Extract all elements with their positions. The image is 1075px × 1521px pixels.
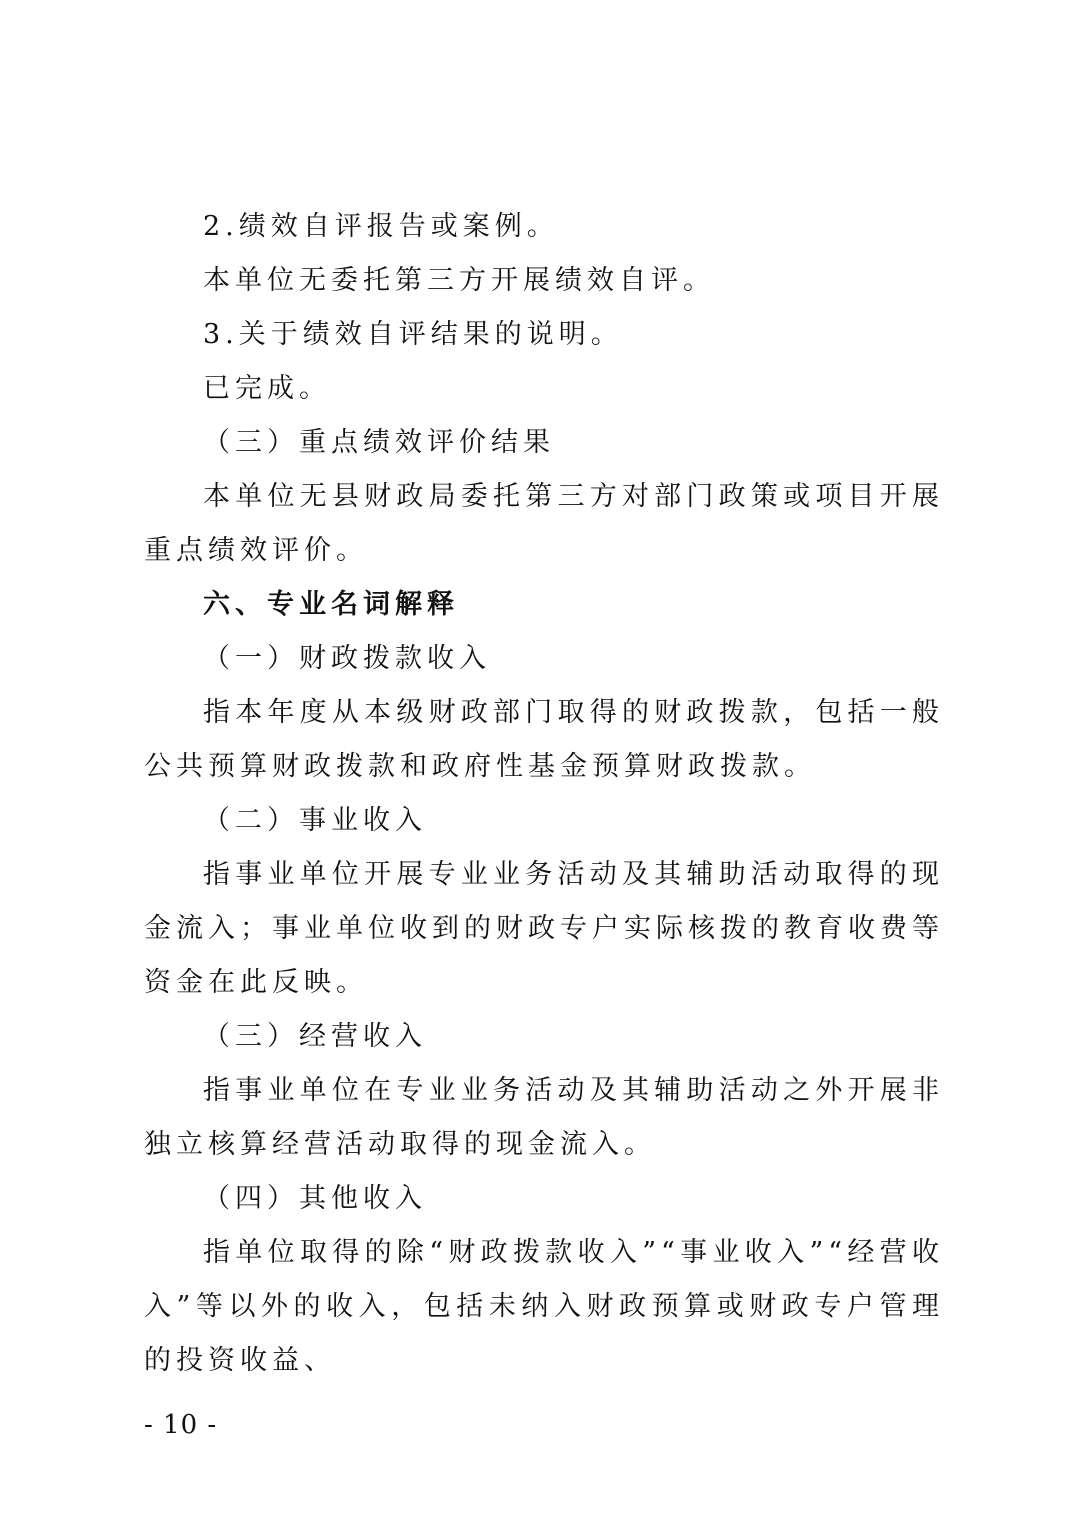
key-eval-text: 本单位无县财政局委托第三方对部门政策或项目开展重点绩效评价。 — [144, 481, 944, 566]
term-heading-operating-income: （三）经营收入 — [203, 1021, 427, 1052]
term-heading-business-income: （二）事业收入 — [203, 805, 427, 836]
page-number: - 10 - — [144, 1410, 218, 1440]
term-heading-other-income: （四）其他收入 — [203, 1183, 427, 1214]
self-eval-report-text: 本单位无委托第三方开展绩效自评。 — [203, 265, 715, 296]
self-eval-report-item: 2.绩效自评报告或案例。 — [203, 211, 559, 242]
self-eval-result-text: 已完成。 — [203, 373, 331, 404]
key-eval-heading: （三）重点绩效评价结果 — [203, 427, 555, 458]
term-text-business-income: 指事业单位开展专业业务活动及其辅助活动取得的现金流入；事业单位收到的财政专户实际核拨的教育收费等资金在此反映。 — [144, 859, 944, 998]
term-heading-fiscal-income: （一）财政拨款收入 — [203, 643, 491, 674]
self-eval-result-item: 3.关于绩效自评结果的说明。 — [203, 319, 623, 350]
page-body — [144, 200, 944, 1388]
term-text-other-income: 指单位取得的除“财政拨款收入”“事业收入”“经营收入”等以外的收入，包括未纳入财政预算或财政专户管理的投资收益、 — [144, 1237, 944, 1376]
term-text-operating-income: 指事业单位在专业业务活动及其辅助活动之外开展非独立核算经营活动取得的现金流入。 — [144, 1075, 944, 1160]
section-heading-terms: 六、专业名词解释 — [203, 589, 459, 620]
term-text-fiscal-income: 指本年度从本级财政部门取得的财政拨款，包括一般公共预算财政拨款和政府性基金预算财政拨款。 — [144, 697, 944, 782]
